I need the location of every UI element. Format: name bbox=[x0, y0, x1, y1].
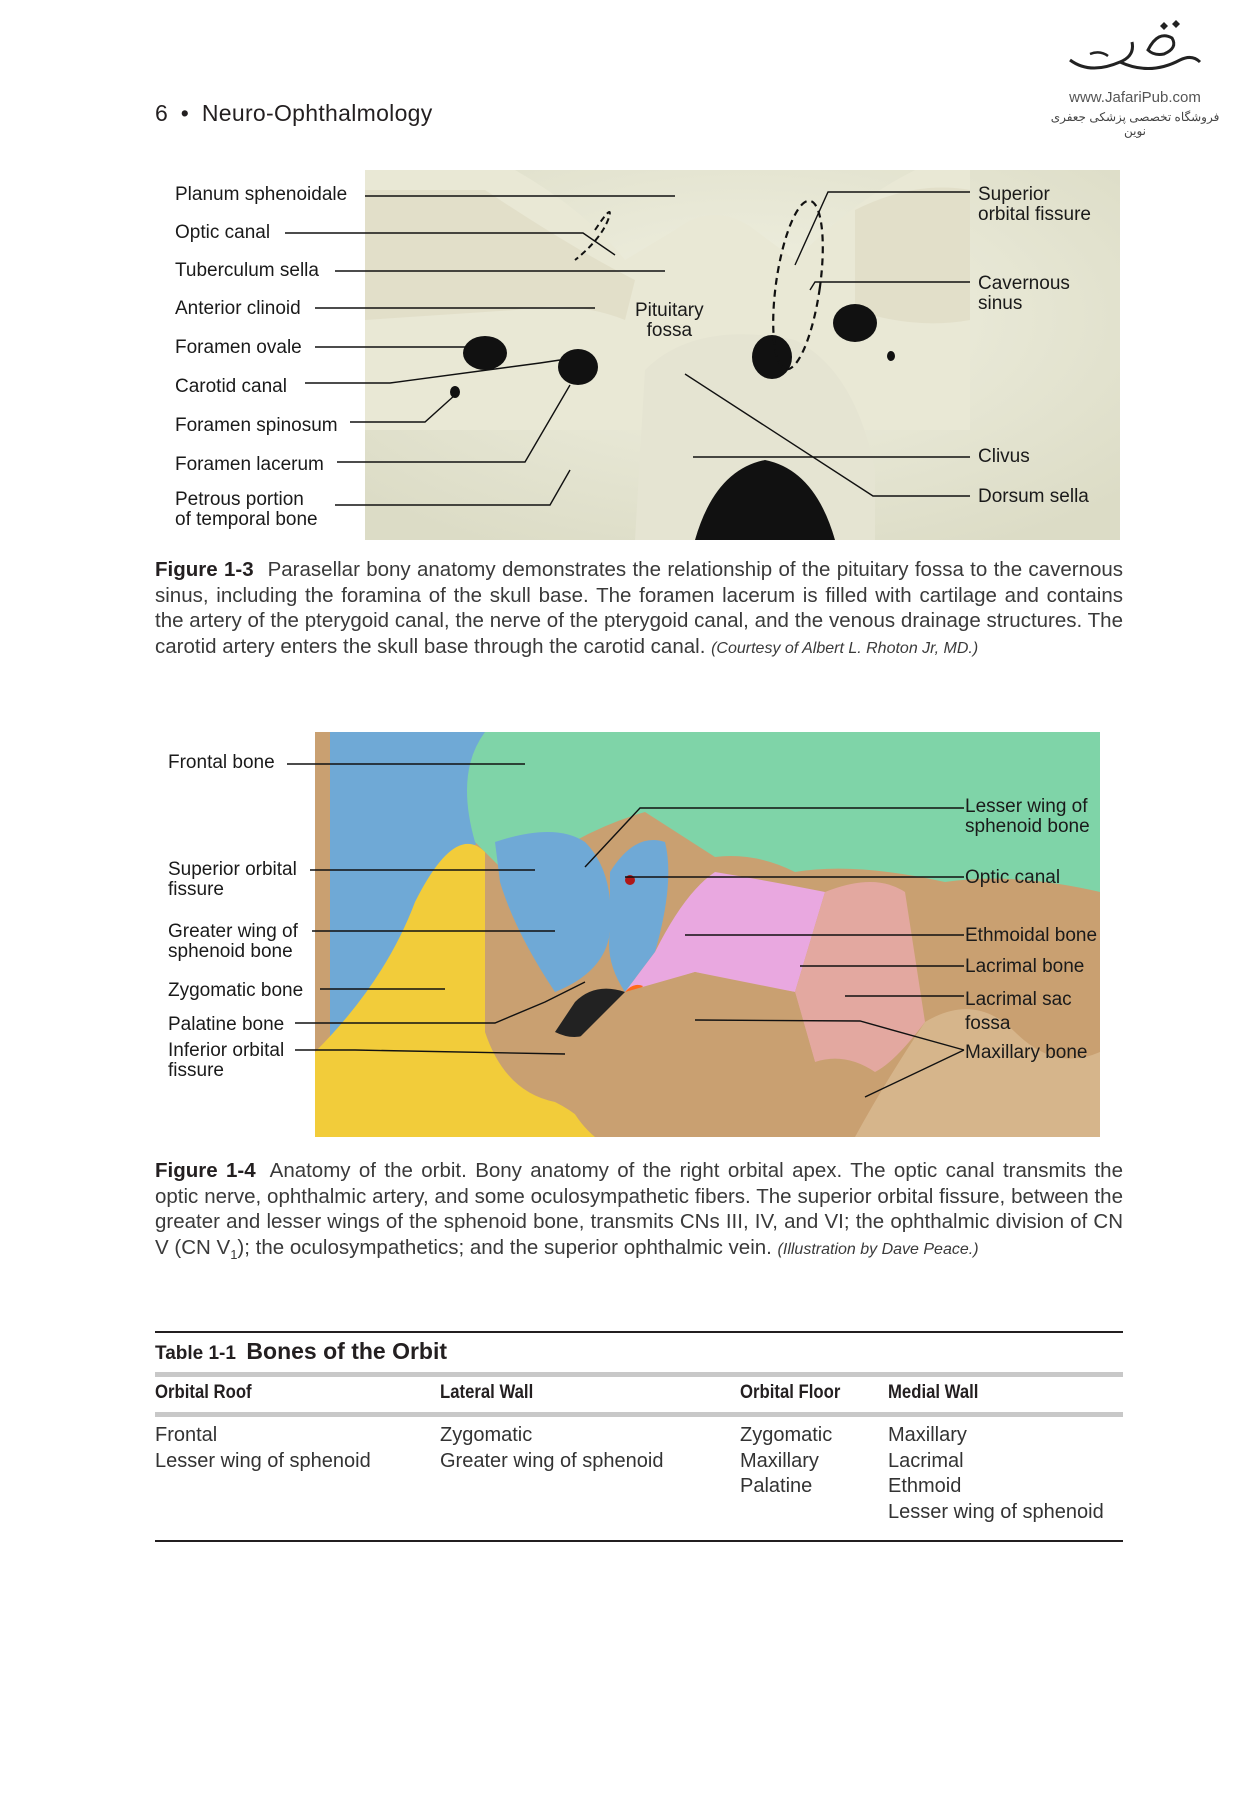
cell-floor-3: Palatine bbox=[740, 1475, 813, 1497]
figure-1-3 bbox=[155, 170, 1123, 540]
label-superior-orbital-fissure: Superior orbital fissure bbox=[978, 184, 1091, 225]
col-lateral-wall: Lateral Wall bbox=[440, 1382, 534, 1403]
col-orbital-roof: Orbital Roof bbox=[155, 1382, 252, 1403]
figure-1-3-caption bbox=[155, 557, 1123, 661]
label-optic-canal-2: Optic canal bbox=[965, 867, 1061, 888]
label-lacrimal-sac-fossa: Lacrimal sac fossa bbox=[965, 989, 1072, 1034]
figure-1-4-text-1: Anatomy of the orbit. Bony anatomy of the right orbital apex. The optic canal transmits the optic nerve, ophthalmic artery, and some oculosympathetic fibers. The superior orbital fissure, between the greater and lesser wings of the sphenoid bone, transmits CNs III, IV, and VI; the ophthalmic division of CN V (CN V bbox=[155, 1159, 1123, 1259]
table-top-rule bbox=[155, 1331, 1123, 1333]
table-heading: Bones of the Orbit bbox=[246, 1338, 448, 1364]
figure-1-4-caption bbox=[155, 1158, 1123, 1267]
label-carotid-canal: Carotid canal bbox=[175, 376, 287, 397]
figure-1-3-text: Parasellar bony anatomy demonstrates the relationship of the pituitary fossa to the cavernous sinus, including the foramina of the skull base. The foramen lacerum is filled with cartilage and contains the artery of the pterygoid canal, the nerve of the pterygoid canal, and the venous drainage structures. The carotid artery enters the skull base through the carotid canal. bbox=[155, 558, 1124, 658]
header-bullet: • bbox=[180, 100, 190, 126]
running-header bbox=[155, 100, 433, 127]
label-superior-orbital-fissure-2: Superior orbital fissure bbox=[168, 859, 297, 900]
cell-medial-1: Maxillary bbox=[888, 1424, 967, 1446]
label-tuberculum-sella: Tuberculum sella bbox=[175, 260, 319, 281]
table-title bbox=[155, 1338, 447, 1365]
table-bottom-rule bbox=[155, 1540, 1123, 1542]
label-anterior-clinoid: Anterior clinoid bbox=[175, 298, 301, 319]
label-petrous-portion: Petrous portion of temporal bone bbox=[175, 489, 318, 530]
label-foramen-ovale: Foramen ovale bbox=[175, 337, 302, 358]
label-pituitary-fossa: Pituitary fossa bbox=[635, 300, 704, 341]
calligraphy-logo-icon bbox=[1060, 20, 1210, 82]
label-optic-canal: Optic canal bbox=[175, 222, 271, 243]
cell-roof-1: Frontal bbox=[155, 1424, 218, 1446]
label-zygomatic-bone: Zygomatic bone bbox=[168, 980, 304, 1001]
figure-1-4-number: Figure 1-4 bbox=[155, 1159, 256, 1182]
figure-1-3-credit: (Courtesy of Albert L. Rhoton Jr, MD.) bbox=[711, 639, 979, 657]
label-dorsum-sella: Dorsum sella bbox=[978, 486, 1089, 507]
cell-roof-2: Lesser wing of sphenoid bbox=[155, 1449, 371, 1472]
label-palatine-bone: Palatine bone bbox=[168, 1014, 285, 1035]
table-number: Table 1-1 bbox=[155, 1343, 236, 1364]
cell-floor-1: Zygomatic bbox=[740, 1424, 833, 1446]
cell-lateral-1: Zygomatic bbox=[440, 1424, 533, 1446]
label-greater-wing-sphenoid: Greater wing of sphenoid bone bbox=[168, 921, 298, 962]
figure-1-4-subscript: 1 bbox=[230, 1246, 238, 1262]
label-foramen-lacerum: Foramen lacerum bbox=[175, 454, 324, 475]
cell-floor-2: Maxillary bbox=[740, 1449, 819, 1472]
label-maxillary-bone: Maxillary bone bbox=[965, 1042, 1088, 1063]
logo-subtitle: فروشگاه تخصصی پزشکی جعفری نوین bbox=[1050, 110, 1220, 138]
col-medial-wall: Medial Wall bbox=[888, 1382, 979, 1403]
label-inferior-orbital-fissure: Inferior orbital fissure bbox=[168, 1040, 285, 1081]
label-clivus: Clivus bbox=[978, 446, 1030, 467]
label-cavernous-sinus: Cavernous sinus bbox=[978, 273, 1070, 314]
figure-1-4 bbox=[155, 732, 1123, 1137]
label-frontal-bone: Frontal bone bbox=[168, 752, 275, 773]
label-foramen-spinosum: Foramen spinosum bbox=[175, 415, 338, 436]
figure-1-4-credit: (Illustration by Dave Peace.) bbox=[777, 1240, 979, 1258]
table-header-rule bbox=[155, 1372, 1123, 1377]
page-number: 6 bbox=[155, 100, 169, 126]
label-lesser-wing-sphenoid: Lesser wing of sphenoid bone bbox=[965, 796, 1090, 837]
figure-1-3-number: Figure 1-3 bbox=[155, 558, 254, 581]
label-lacrimal-bone: Lacrimal bone bbox=[965, 956, 1085, 977]
cell-medial-3: Ethmoid bbox=[888, 1475, 962, 1497]
cell-medial-2: Lacrimal bbox=[888, 1449, 964, 1472]
book-title: Neuro-Ophthalmology bbox=[201, 100, 433, 126]
col-orbital-floor: Orbital Floor bbox=[740, 1382, 841, 1403]
logo-site: www.JafariPub.com bbox=[1069, 89, 1201, 106]
cell-lateral-2: Greater wing of sphenoid bbox=[440, 1449, 664, 1472]
label-ethmoidal-bone: Ethmoidal bone bbox=[965, 925, 1098, 946]
figure-1-4-text-2: ); the oculosympathetics; and the superior ophthalmic vein. bbox=[237, 1235, 772, 1259]
publisher-logo bbox=[1040, 20, 1230, 138]
cell-medial-4: Lesser wing of sphenoid bbox=[888, 1500, 1104, 1523]
label-planum-sphenoidale: Planum sphenoidale bbox=[175, 184, 348, 205]
table-body-rule bbox=[155, 1412, 1123, 1417]
